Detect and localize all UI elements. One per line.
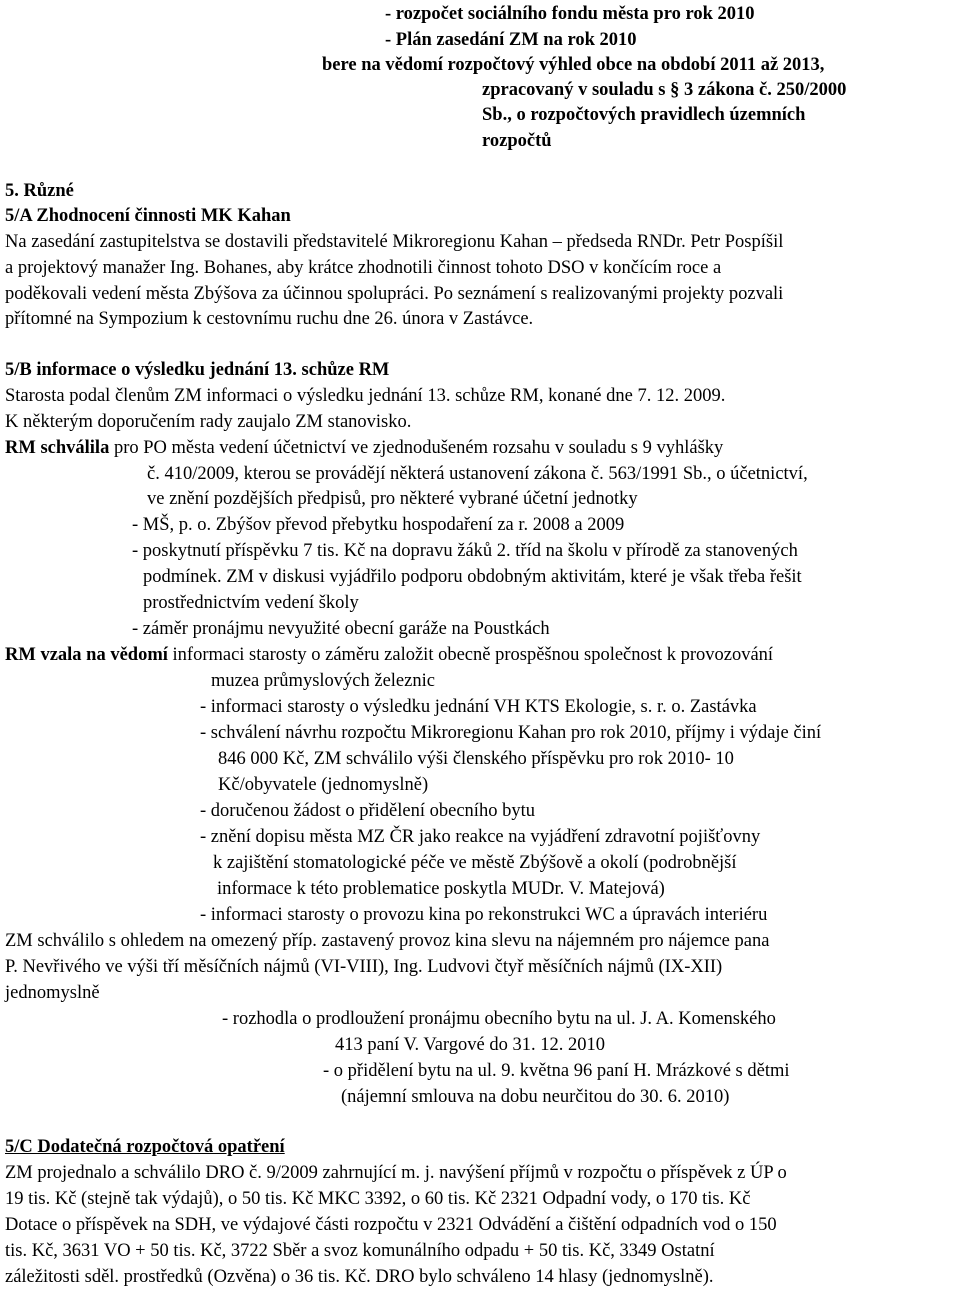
text-line: informace k této problematice poskytla MUDr. V. Matejová) [217, 879, 665, 899]
text-line: - záměr pronájmu nevyužité obecní garáže na Poustkách [132, 619, 550, 639]
text-line: 846 000 Kč, ZM schválilo výši členského příspěvku pro rok 2010- 10 [218, 749, 734, 769]
text-line: - znění dopisu města MZ ČR jako reakce na vyjádření zdravotní pojišťovny [200, 827, 761, 847]
text-line: prostřednictvím vedení školy [143, 593, 359, 613]
text-line: podmínek. ZM v diskusi vyjádřilo podporu obdobným aktivitám, které je však třeba řešit [143, 567, 802, 587]
text-line: - rozhodla o prodloužení pronájmu obecního bytu na ul. J. A. Komenského [222, 1009, 776, 1029]
text-line: č. 410/2009, kterou se provádějí některá ustanovení zákona č. 563/1991 Sb., o účetnictví, [147, 464, 808, 484]
text-line: Starosta podal členům ZM informaci o výsledku jednání 13. schůze RM, konané dne 7. 12. 2009. [5, 386, 726, 406]
line-rest: informaci starosty o záměru založit obecně prospěšnou společnost k provozování [167, 645, 774, 665]
text-line: - Plán zasedání ZM na rok 2010 [385, 30, 637, 50]
text-line: - rozpočet sociálního fondu města pro rok 2010 [385, 4, 755, 24]
text-line: - informaci starosty o výsledku jednání VH KTS Ekologie, s. r. o. Zastávka [200, 697, 757, 717]
text-line: zpracovaný v souladu s § 3 zákona č. 250/2000 [482, 80, 847, 100]
text-line: záležitosti sděl. prostředků (Ozvěna) o 36 tis. Kč. DRO bylo schváleno 14 hlasy (jednomyslně). [5, 1267, 714, 1287]
bold-lead: RM vzala na vědomí [5, 645, 168, 665]
text-line: (nájemní smlouva na dobu neurčitou do 30. 6. 2010) [341, 1087, 730, 1107]
text-line: - doručenou žádost o přidělení obecního bytu [200, 801, 535, 821]
text-line: - o přidělení bytu na ul. 9. května 96 paní H. Mrázkové s dětmi [323, 1061, 790, 1081]
text-line: Na zasedání zastupitelstva se dostavili představitelé Mikroregionu Kahan – předseda RNDr. Petr Pospíšil [5, 232, 784, 252]
text-line: ZM schválilo s ohledem na omezený příp. zastavený provoz kina slevu na nájemném pro nájemce pana [5, 931, 770, 951]
section-heading: 5. Různé [5, 181, 74, 201]
text-line: Kč/obyvatele (jednomyslně) [218, 775, 429, 795]
text-line: a projektový manažer Ing. Bohanes, aby krátce zhodnotili činnost tohoto DSO v končícím roce a [5, 258, 722, 278]
text-line: Dotace o příspěvek na SDH, ve výdajové části rozpočtu v 2321 Odvádění a čištění odpadních vod o 150 [5, 1215, 777, 1235]
text-line: k zajištění stomatologické péče ve městě Zbýšově a okolí (podrobnější [213, 853, 737, 873]
text-line [5, 435, 723, 461]
text-line: ve znění pozdějších předpisů, pro některé vybrané účetní jednotky [147, 489, 638, 509]
text-line [5, 642, 773, 668]
text-line: ZM projednalo a schválilo DRO č. 9/2009 zahrnující m. j. navýšení příjmů v rozpočtu o příspěvek z ÚP o [5, 1163, 787, 1183]
text-line: poděkovali vedení města Zbýšova za účinnou spolupráci. Po seznámení s realizovanými projekty pozvali [5, 284, 784, 304]
text-line: P. Nevřivého ve výši tří měsíčních nájmů (VI-VIII), Ing. Ludvovi čtyř měsíčních nájmů (IX-XII) [5, 957, 723, 977]
text-line: - MŠ, p. o. Zbýšov převod přebytku hospodaření za r. 2008 a 2009 [132, 515, 625, 535]
text-line: rozpočtů [482, 131, 552, 151]
text-line: - poskytnutí příspěvku 7 tis. Kč na dopravu žáků 2. tříd na školu v přírodě za stanovených [132, 541, 798, 561]
text-line: K některým doporučením rady zaujalo ZM stanovisko. [5, 412, 412, 432]
text-line: 413 paní V. Vargové do 31. 12. 2010 [335, 1035, 605, 1055]
section-heading: 5/B informace o výsledku jednání 13. schůze RM [5, 360, 390, 380]
line-rest: pro PO města vedení účetnictví ve zjednodušeném rozsahu v souladu s 9 vyhlášky [109, 438, 724, 458]
bold-lead: RM schválila [5, 438, 110, 458]
text-line: 19 tis. Kč (stejně tak výdajů), o 50 tis. Kč MKC 3392, o 60 tis. Kč 2321 Odpadní vody, o 170 tis. Kč [5, 1189, 751, 1209]
section-heading: 5/C Dodatečná rozpočtová opatření [5, 1137, 285, 1157]
text-line: tis. Kč, 3631 VO + 50 tis. Kč, 3722 Sběr a svoz komunálního odpadu + 50 tis. Kč, 3349 Ostatní [5, 1241, 715, 1261]
text-line: přítomné na Sympozium k cestovnímu ruchu dne 26. února v Zastávce. [5, 309, 534, 329]
text-line: jednomyslně [5, 983, 100, 1003]
section-heading: 5/A Zhodnocení činnosti MK Kahan [5, 206, 291, 226]
text-line: - informaci starosty o provozu kina po rekonstrukci WC a úpravách interiéru [200, 905, 768, 925]
text-line: bere na vědomí rozpočtový výhled obce na období 2011 až 2013, [322, 55, 825, 75]
text-line: Sb., o rozpočtových pravidlech územních [482, 105, 806, 125]
text-line: muzea průmyslových železnic [211, 671, 435, 691]
text-line: - schválení návrhu rozpočtu Mikroregionu Kahan pro rok 2010, příjmy i výdaje činí [200, 723, 822, 743]
